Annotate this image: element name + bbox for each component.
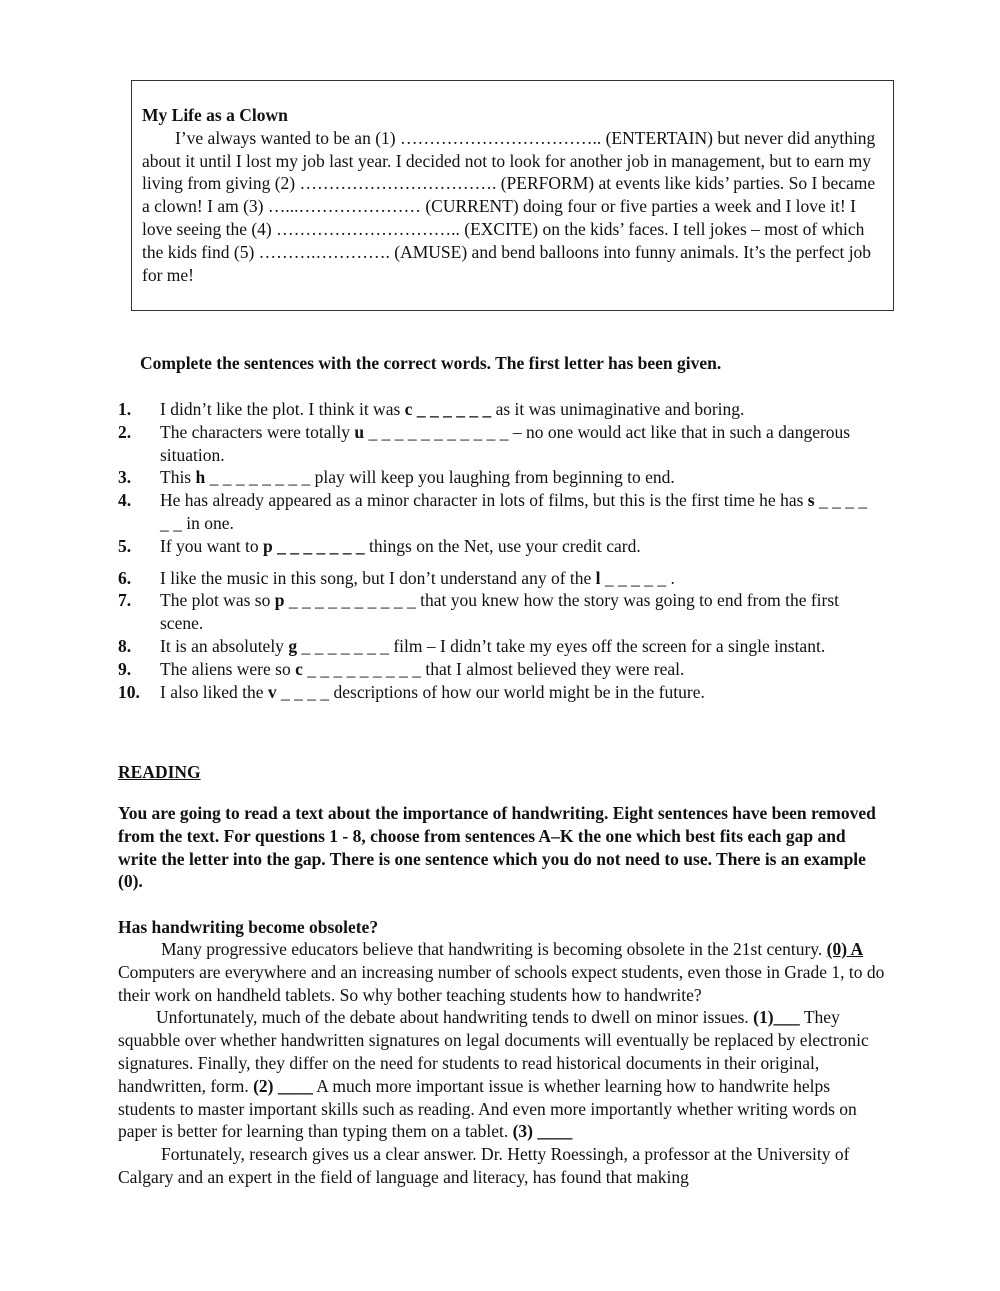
sentence-item	[118, 398, 878, 421]
article-paragraph: Many progressive educators believe that handwriting is becoming obsolete in the 21st century. (0) A Computers are everywhere and an increasing number of schools expect students, even those in Grade 1, to do their work on handheld tablets. So why bother teaching students how to handwrite?	[118, 939, 885, 1005]
sentence-text: If you want to p _ _ _ _ _ _ _ things on the Net, use your credit card.	[160, 535, 641, 556]
sentence-number: 7.	[118, 590, 132, 611]
article-paragraph: Fortunately, research gives us a clear answer. Dr. Hetty Roessingh, a professor at the University of Calgary and an expert in the field of language and literacy, has found that making	[118, 1144, 850, 1187]
sentence-item	[118, 635, 878, 658]
example-answer: (0) A	[826, 939, 864, 959]
sentence-number: 6.	[118, 567, 132, 588]
sentence-item	[118, 681, 878, 704]
sentence-text: He has already appeared as a minor character in lots of films, but this is the first time he has s _ _ _ _ _ _ in one.	[160, 490, 868, 533]
sentence-number: 1.	[118, 399, 132, 419]
sentence-number: 10.	[118, 681, 140, 702]
sentence-number: 2.	[118, 421, 132, 442]
gap-1[interactable]: (1)___	[753, 1007, 800, 1028]
sentence-number: 9.	[118, 658, 132, 679]
clown-text-box	[131, 80, 894, 311]
reading-heading: READING	[118, 762, 201, 782]
sentence-number: 4.	[118, 490, 132, 511]
sentence-text: I like the music in this song, but I don’t understand any of the l _ _ _ _ _ .	[160, 567, 675, 588]
clown-title: My Life as a Clown	[142, 105, 288, 125]
sentence-item	[118, 589, 878, 635]
sentence-number: 3.	[118, 467, 132, 488]
sentence-item	[118, 535, 878, 558]
gap-2[interactable]: (2) ____	[253, 1075, 313, 1096]
clown-paragraph: I’ve always wanted to be an (1) …………………………….. (ENTERTAIN) but never did anything about it until I lost my job last year. I decided not to look for another job in management, but to earn my living from giving (2) ……………………………. (PERFORM) at events like kids’ parties. So I became a clown! I am (3) …...………………… (CURRENT) doing four or five parties a week and I love it! I love seeing the (4) ………………………….. (EXCITE) on the kids’ faces. I tell jokes – most of which the kids find (5) ……….…………. (AMUSE) and bend balloons into funny animals. It’s the perfect job for me!	[142, 127, 876, 285]
article-paragraph: Unfortunately, much of the debate about handwriting tends to dwell on minor issues. (1)___ They squabble over whether handwritten signatures on legal documents will eventually be replaced by electronic signatures. Finally, they differ on the need for students to read historical documents in their original, handwritten, form. (2) ____ A much more important issue is whether learning how to handwrite helps students to master important skills such as reading. And even more importantly whether writing words on paper is better for learning than typing them on a tablet. (3) ____	[118, 1007, 869, 1142]
sentence-text: It is an absolutely g _ _ _ _ _ _ _ film – I didn’t take my eyes off the screen for a single instant.	[160, 635, 826, 656]
gap-3[interactable]: (3) ____	[512, 1121, 573, 1142]
sentence-text: I also liked the v _ _ _ _ descriptions of how our world might be in the future.	[160, 681, 705, 702]
sentence-item	[118, 421, 878, 467]
sentence-text: The aliens were so c _ _ _ _ _ _ _ _ _ that I almost believed they were real.	[160, 658, 685, 679]
article-title: Has handwriting become obsolete?	[118, 917, 379, 937]
sentences-list	[118, 398, 878, 703]
sentence-item	[118, 567, 878, 590]
sentence-item	[118, 489, 878, 535]
sentences-instruction: Complete the sentences with the correct words. The first letter has been given.	[140, 353, 722, 373]
sentence-item	[118, 466, 878, 489]
sentence-text: The plot was so p _ _ _ _ _ _ _ _ _ _ that you knew how the story was going to end from the first scene.	[160, 590, 840, 634]
sentence-item	[118, 658, 878, 681]
sentence-number: 5.	[118, 535, 132, 556]
sentence-text: This h _ _ _ _ _ _ _ _ play will keep you laughing from beginning to end.	[160, 467, 675, 488]
sentence-text: The characters were totally u _ _ _ _ _ _ _ _ _ _ _ – no one would act like that in such a dangerous situation.	[160, 421, 851, 465]
article-body	[118, 938, 888, 1189]
sentence-number: 8.	[118, 635, 132, 656]
sentence-text: I didn’t like the plot. I think it was c _ _ _ _ _ _ as it was unimaginative and boring.	[160, 399, 745, 419]
reading-instruction: You are going to read a text about the importance of handwriting. Eight sentences have been removed from the text. For questions 1 - 8, choose from sentences A–K the one which best fits each gap and write the letter into the gap. There is one sentence which you do not need to use. There is an example (0).	[118, 803, 876, 892]
